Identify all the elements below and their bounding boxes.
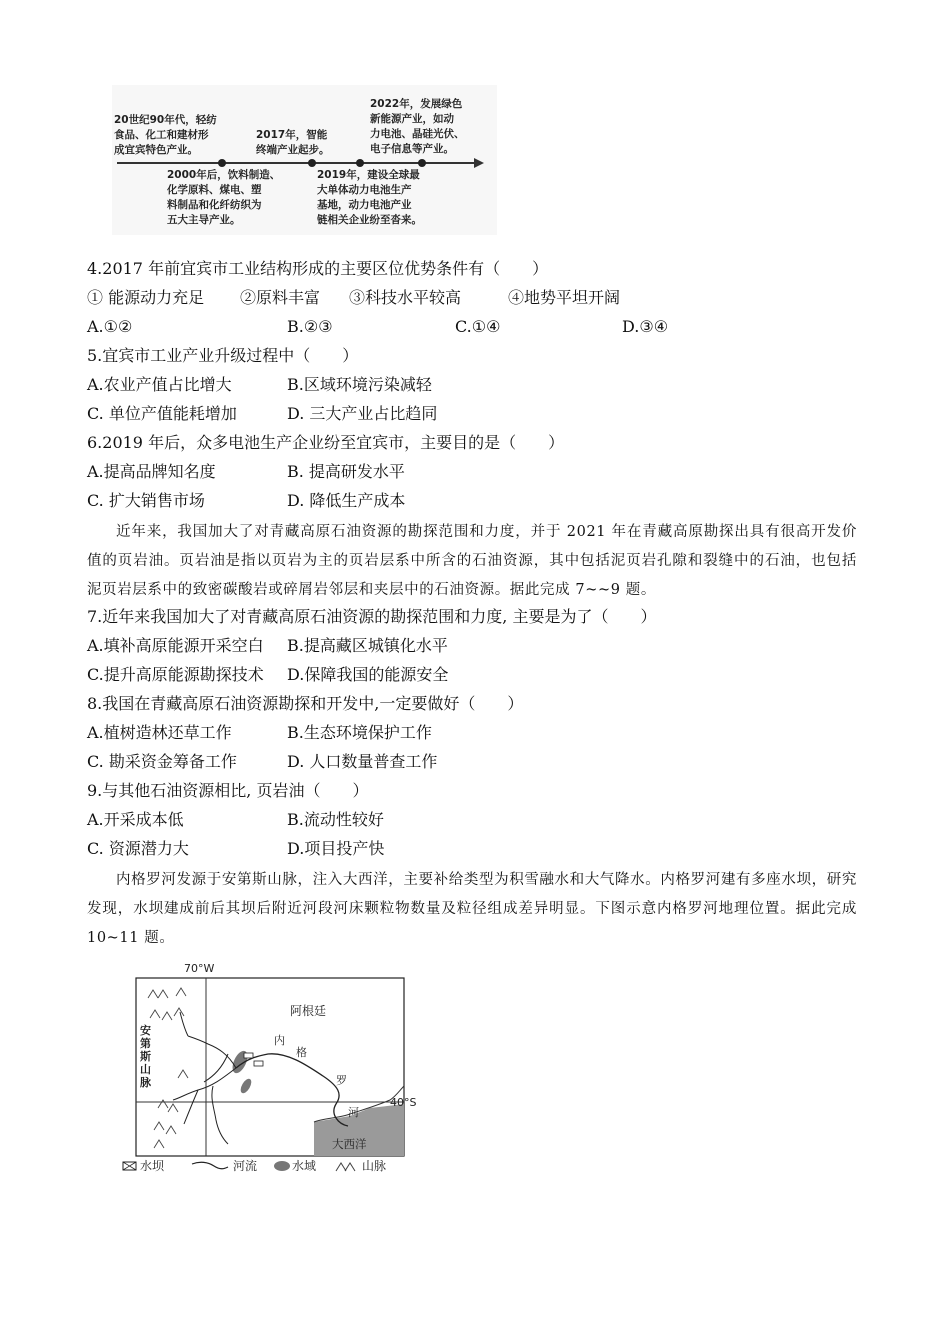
q4-item-3: ③科技水平较高 [349, 288, 462, 307]
q8-option-c: C. 勘采资金筹备工作 [87, 752, 237, 771]
q6-option-c: C. 扩大销售市场 [87, 491, 205, 510]
map-drawing [118, 958, 423, 1183]
q9-option-c: C. 资源潜力大 [87, 839, 189, 858]
negro-river-map [118, 958, 423, 1183]
question-5-stem: 5.宜宾市工业产业升级过程中（ ） [87, 346, 359, 365]
legend-mountain: 山脉 [362, 1159, 387, 1173]
passage-shale-oil: 近年来，我国加大了对青藏高原石油资源的勘探范围和力度，并于 2021 年在青藏高原勘探出具有很高开发价值的页岩油。页岩油是指以页岩为主的页岩层系中所含的石油资源，其中包括泥页岩孔隙和裂缝中的石油，也包括泥页岩层系中的致密碳酸岩或碎屑岩邻层和夹层中的石油资源。据此完成 7~~9 题。 [87, 524, 857, 598]
q9-option-d: D.项目投产快 [287, 839, 385, 858]
question-8-stem: 8.我国在青藏高原石油资源勘探和开发中,一定要做好（ ） [87, 694, 524, 713]
q9-option-a: A.开采成本低 [87, 810, 184, 829]
map-river-char-4: 河 [348, 1106, 359, 1119]
q8-option-d: D. 人口数量普查工作 [287, 752, 438, 771]
water-area-icon [272, 1159, 292, 1173]
legend-water: 水域 [292, 1159, 317, 1173]
q4-item-2: ②原料丰富 [240, 288, 321, 307]
timeline-event-2000: 2000年后，饮料制造、 化学原料、煤电、塑 料制品和化纤纺织为 五大主导产业。 [167, 169, 281, 226]
q6-option-d: D. 降低生产成本 [287, 491, 406, 510]
q4-option-d: D.③④ [622, 317, 669, 336]
q4-item-1: ① 能源动力充足 [87, 288, 205, 307]
mountain-icon [334, 1159, 360, 1173]
passage-negro-river: 内格罗河发源于安第斯山脉，注入大西洋，主要补给类型为积雪融水和大气降水。内格罗河建有多座水坝，研究发现，水坝建成前后其坝后附近河段河床颗粒物数量及粒径组成差异明显。下图示意内格罗河地理位置。据此完成 10~11 题。 [87, 872, 857, 946]
map-mountain-label: 安 第 斯 山 脉 [140, 1024, 151, 1089]
q5-option-c: C. 单位产值能耗增加 [87, 404, 237, 423]
q4-option-b: B.②③ [287, 317, 333, 336]
q5-option-d: D. 三大产业占比趋同 [287, 404, 438, 423]
timeline-event-1990s: 20世纪90年代，轻纺 食品、化工和建材形 成宜宾特色产业。 [114, 114, 217, 156]
q8-option-a: A.植树造林还草工作 [87, 723, 232, 742]
map-legend [120, 1156, 420, 1178]
map-river-char-3: 罗 [336, 1074, 347, 1087]
q7-option-a: A.填补高原能源开采空白 [87, 636, 264, 655]
legend-dam: 水坝 [140, 1159, 165, 1173]
map-latitude-label: 40°S [390, 1096, 417, 1109]
question-9-stem: 9.与其他石油资源相比, 页岩油（ ） [87, 781, 369, 800]
q5-option-a: A.农业产值占比增大 [87, 375, 232, 394]
map-river-char-2: 格 [296, 1046, 307, 1059]
map-longitude-label: 70°W [184, 962, 215, 975]
q4-option-a: A.①② [87, 317, 133, 336]
legend-river: 河流 [233, 1159, 258, 1173]
q9-option-b: B.流动性较好 [287, 810, 384, 829]
q8-option-b: B.生态环境保护工作 [287, 723, 432, 742]
river-icon [190, 1159, 230, 1173]
question-4-stem: 4.2017 年前宜宾市工业结构形成的主要区位优势条件有（ ） [87, 259, 549, 278]
timeline-event-2019: 2019年，建设全球最 大单体动力电池生产 基地，动力电池产业 链相关企业纷至沓来。 [317, 169, 422, 226]
timeline-event-2017: 2017年，智能 终端产业起步。 [256, 129, 330, 156]
q5-option-b: B.区域环境污染减轻 [287, 375, 432, 394]
timeline-figure [112, 85, 497, 235]
q6-option-b: B. 提高研发水平 [287, 462, 405, 481]
question-6-stem: 6.2019 年后，众多电池生产企业纷至宜宾市，主要目的是（ ） [87, 433, 565, 452]
dam-icon [122, 1160, 138, 1172]
q7-option-c: C.提升高原能源勘探技术 [87, 665, 264, 684]
map-river-char-1: 内 [274, 1034, 285, 1047]
q7-option-b: B.提高藏区城镇化水平 [287, 636, 448, 655]
q6-option-a: A.提高品牌知名度 [87, 462, 216, 481]
question-7-stem: 7.近年来我国加大了对青藏高原石油资源的勘探范围和力度, 主要是为了（ ） [87, 607, 657, 626]
map-ocean-label: 大西洋 [332, 1137, 367, 1151]
q7-option-d: D.保障我国的能源安全 [287, 665, 449, 684]
q4-item-4: ④地势平坦开阔 [508, 288, 621, 307]
timeline-event-2022: 2022年，发展绿色 新能源产业，如动 力电池、晶硅光伏、 电子信息等产业。 [370, 98, 465, 155]
map-country-label: 阿根廷 [290, 1004, 327, 1018]
q4-option-c: C.①④ [455, 317, 501, 336]
